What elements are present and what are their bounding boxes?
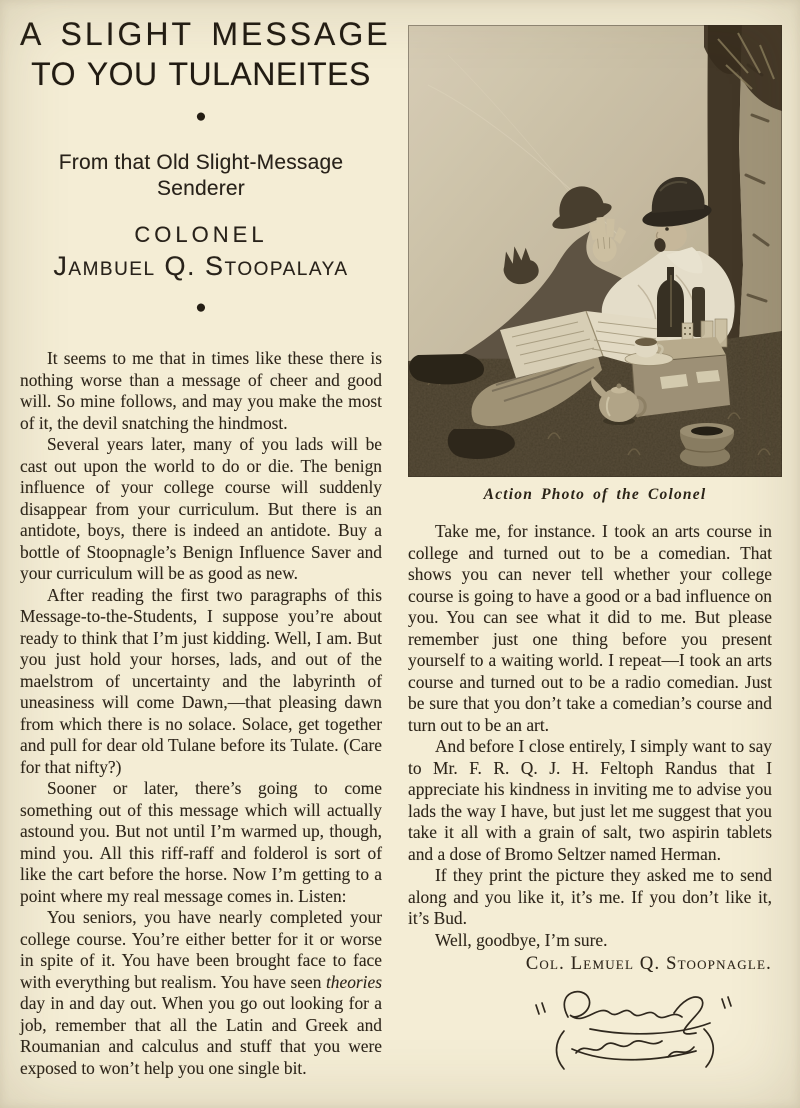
action-photo: [408, 25, 782, 477]
signoff: Col. Lemuel Q. Stoopnagle.: [525, 954, 772, 974]
paragraph: Take me, for instance. I took an arts course in college and turned out to be a comedian. That shows you can never tell whether your college course is going to have a good or a bad influence on you. You can see what it did to me. But please remember just one thing before you present yourself to a waiting world. I repeat—I took an arts course and turned out to be a radio comedian. Just be sure that you don’t take a comedian’s course and turn out to be an art.: [408, 521, 772, 735]
quote-mark: [536, 1003, 545, 1014]
photo-caption: Action Photo of the Colonel: [483, 486, 707, 503]
paragraph: If they print the picture they asked me to send along and you like it, it’s me. If you don’t like it, it’s Bud.: [408, 865, 772, 928]
divider-bullet-icon: ●: [195, 106, 207, 127]
paragraph: And before I close entirely, I simply want to say to Mr. F. R. Q. J. H. Feltoph Randus that I appreciate his kindness in inviting me to advise you lads the way I have, but just let me suggest that you take it all with a grain of salt, two aspirin tablets and a dose of Bromo Seltzer named Herman.: [408, 736, 772, 864]
divider-bullet-icon: ●: [195, 297, 207, 318]
byline-colonel: COLONEL: [134, 222, 268, 247]
stoopnagle-signature-icon: [526, 983, 738, 1079]
quote-mark: [722, 997, 731, 1008]
left-column-text: [20, 348, 382, 1079]
right-column-text: [408, 521, 772, 951]
paragraph: Several years later, many of you lads will be cast out upon the world to do or die. The benign influence of your college course will suddenly disappear from your curriculum. But there is an antidote, boys, there is indeed an antidote. Buy a bottle of Stoopnagle’s Benign Influence Saver and your curriculum will be as good as new.: [20, 434, 382, 583]
paragraph: It seems to me that in times like these there is nothing worse than a message of cheer and good will. So mine follows, and may you make the most of it, the devil snatching the hindmost.: [20, 348, 382, 433]
page-title: [20, 14, 391, 94]
paragraph: You seniors, you have nearly completed your college course. You’re either better for it or worse in spite of it. You have been brought face to face with everything but realism. You have seen theories day in and day out. When you go out looking for a job, remember that all the Latin and Greek and Roumanian and calculus and stuff that you were exposed to won’t help you one single bit.: [20, 907, 382, 1078]
right-column: [408, 25, 782, 1084]
photo-figure: [408, 25, 782, 504]
subtitle: From that Old Slight-Message Senderer: [58, 151, 344, 200]
paragraph: Well, goodbye, I’m sure.: [435, 929, 608, 950]
byline-name: Jambuel Q. Stoopalaya: [53, 251, 349, 281]
paragraph: After reading the first two paragraphs of this Message-to-the-Students, I suppose you’re about ready to think that I’m just kidding. Well, I am. But you just hold your horses, lads, and out of the maelstrom of uncertainty and the labyrinth of uneasiness will come Dawn,—that pleasing dawn from which there is no solace. Solace, get together and pull for dear old Tulane before its Tulate. (Care for that nifty?): [20, 584, 382, 777]
paragraph: Sooner or later, there’s going to come something out of this message which will actually astound you. But not until I’m warmed up, though, mind you. All this riff-raff and folderol is sort of like the cart before the horse. Now I’m getting to a point where my real message comes in. Listen:: [20, 778, 382, 906]
page-title-line2: TO YOU TULANEITES: [31, 56, 371, 92]
page-title-line1: A SLIGHT MESSAGE: [20, 16, 391, 52]
left-column: [20, 14, 391, 1079]
